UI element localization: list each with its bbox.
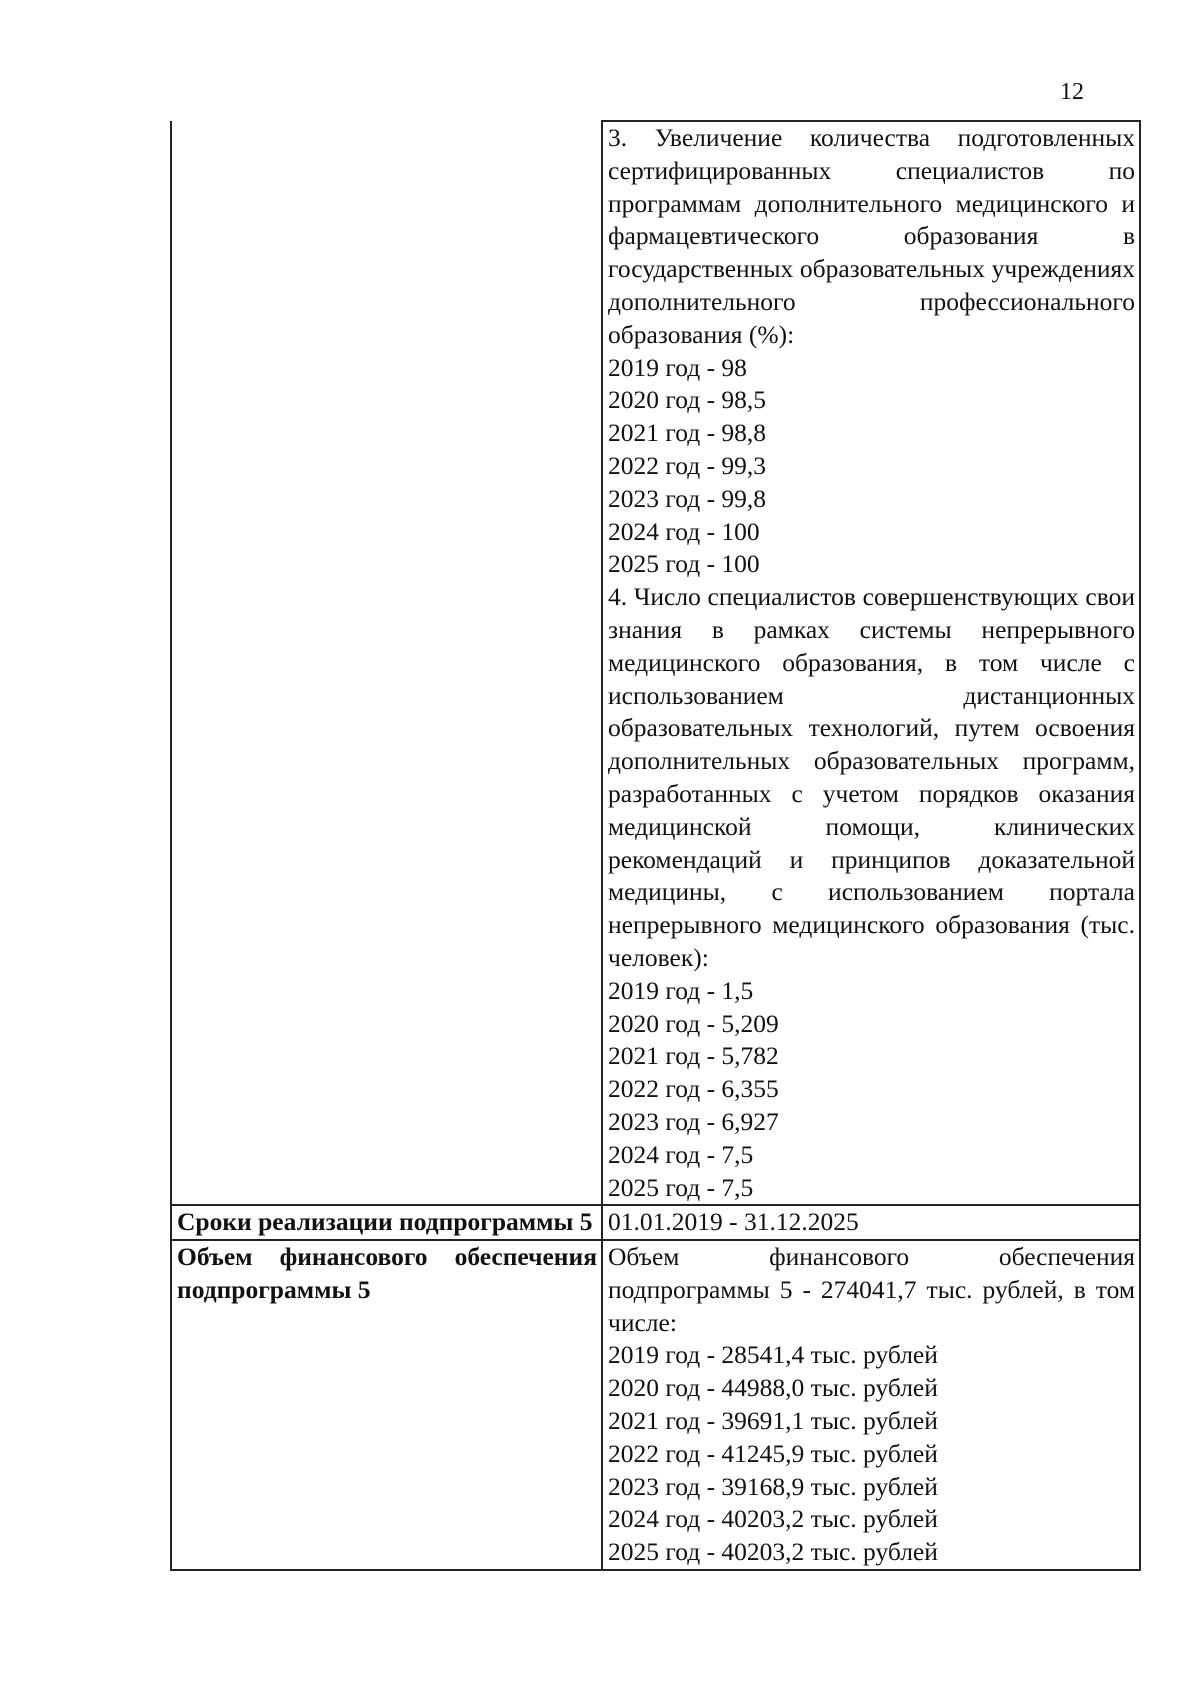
funding-year-2020: 2020 год - 44988,0 тыс. рублей	[608, 1373, 938, 1403]
indicator-3-year-2024: 2024 год - 100	[608, 516, 760, 546]
indicator-4-year-2020: 2020 год - 5,209	[608, 1008, 779, 1038]
indicator-4-years	[608, 975, 1135, 1205]
indicator-3-year-2019: 2019 год - 98	[608, 352, 747, 382]
indicator-4-year-2024: 2024 год - 7,5	[608, 1139, 754, 1169]
table-row-funding	[171, 1240, 1140, 1570]
indicator-4-year-2023: 2023 год - 6,927	[608, 1106, 779, 1136]
terms-value: 01.01.2019 - 31.12.2025	[602, 1205, 1140, 1240]
funding-year-2021: 2021 год - 39691,1 тыс. рублей	[608, 1406, 938, 1436]
indicator-3-years	[608, 352, 1135, 582]
indicator-4-year-2022: 2022 год - 6,355	[608, 1074, 779, 1104]
funding-value-cell	[602, 1240, 1140, 1570]
indicators-label-cell	[171, 121, 602, 1205]
indicator-3-year-2021: 2021 год - 98,8	[608, 418, 767, 448]
funding-years	[608, 1339, 1135, 1569]
funding-label: Объем финансового обеспечения подпрограммы 5	[171, 1240, 602, 1570]
funding-intro: Объем финансового обеспечения подпрограммы 5 - 274041,7 тыс. рублей, в том числе:	[608, 1242, 1135, 1337]
funding-year-2024: 2024 год - 40203,2 тыс. рублей	[608, 1504, 938, 1534]
funding-year-2025: 2025 год - 40203,2 тыс. рублей	[608, 1537, 938, 1567]
indicator-4-year-2025: 2025 год - 7,5	[608, 1172, 754, 1202]
table-row-indicators	[171, 121, 1140, 1205]
subprogram-passport-table	[170, 120, 1141, 1571]
funding-year-2023: 2023 год - 39168,9 тыс. рублей	[608, 1471, 938, 1501]
indicator-3-year-2023: 2023 год - 99,8	[608, 483, 767, 513]
terms-label: Сроки реализации подпрограммы 5	[171, 1205, 602, 1240]
indicator-4-text: 4. Число специалистов совершенствующих свои знания в рамках системы непрерывного медицинского образования, в том числе с использованием дистанционных образовательных технологий, путем освоения дополнительных образовательных программ, разработанных с учетом порядков оказания медицинской помощи, клинических рекомендаций и принципов доказательной медицины, с использованием портала непрерывного медицинского образования (тыс. человек):	[608, 582, 1135, 972]
indicator-4-year-2021: 2021 год - 5,782	[608, 1041, 779, 1071]
funding-year-2022: 2022 год - 41245,9 тыс. рублей	[608, 1438, 938, 1468]
table-row-terms	[171, 1205, 1140, 1240]
indicator-4-year-2019: 2019 год - 1,5	[608, 975, 754, 1005]
indicator-3-text: 3. Увеличение количества подготовленных сертифицированных специалистов по программам дополнительного медицинского и фармацевтического образования в государственных образовательных учреждениях дополнительного профессионального образования (%):	[608, 123, 1135, 349]
funding-year-2019: 2019 год - 28541,4 тыс. рублей	[608, 1340, 938, 1370]
indicators-value-cell	[602, 121, 1140, 1205]
page-number: 12	[1060, 79, 1084, 105]
indicator-3-year-2025: 2025 год - 100	[608, 549, 760, 579]
indicator-3-year-2020: 2020 год - 98,5	[608, 385, 767, 415]
indicator-3-year-2022: 2022 год - 99,3	[608, 450, 767, 480]
